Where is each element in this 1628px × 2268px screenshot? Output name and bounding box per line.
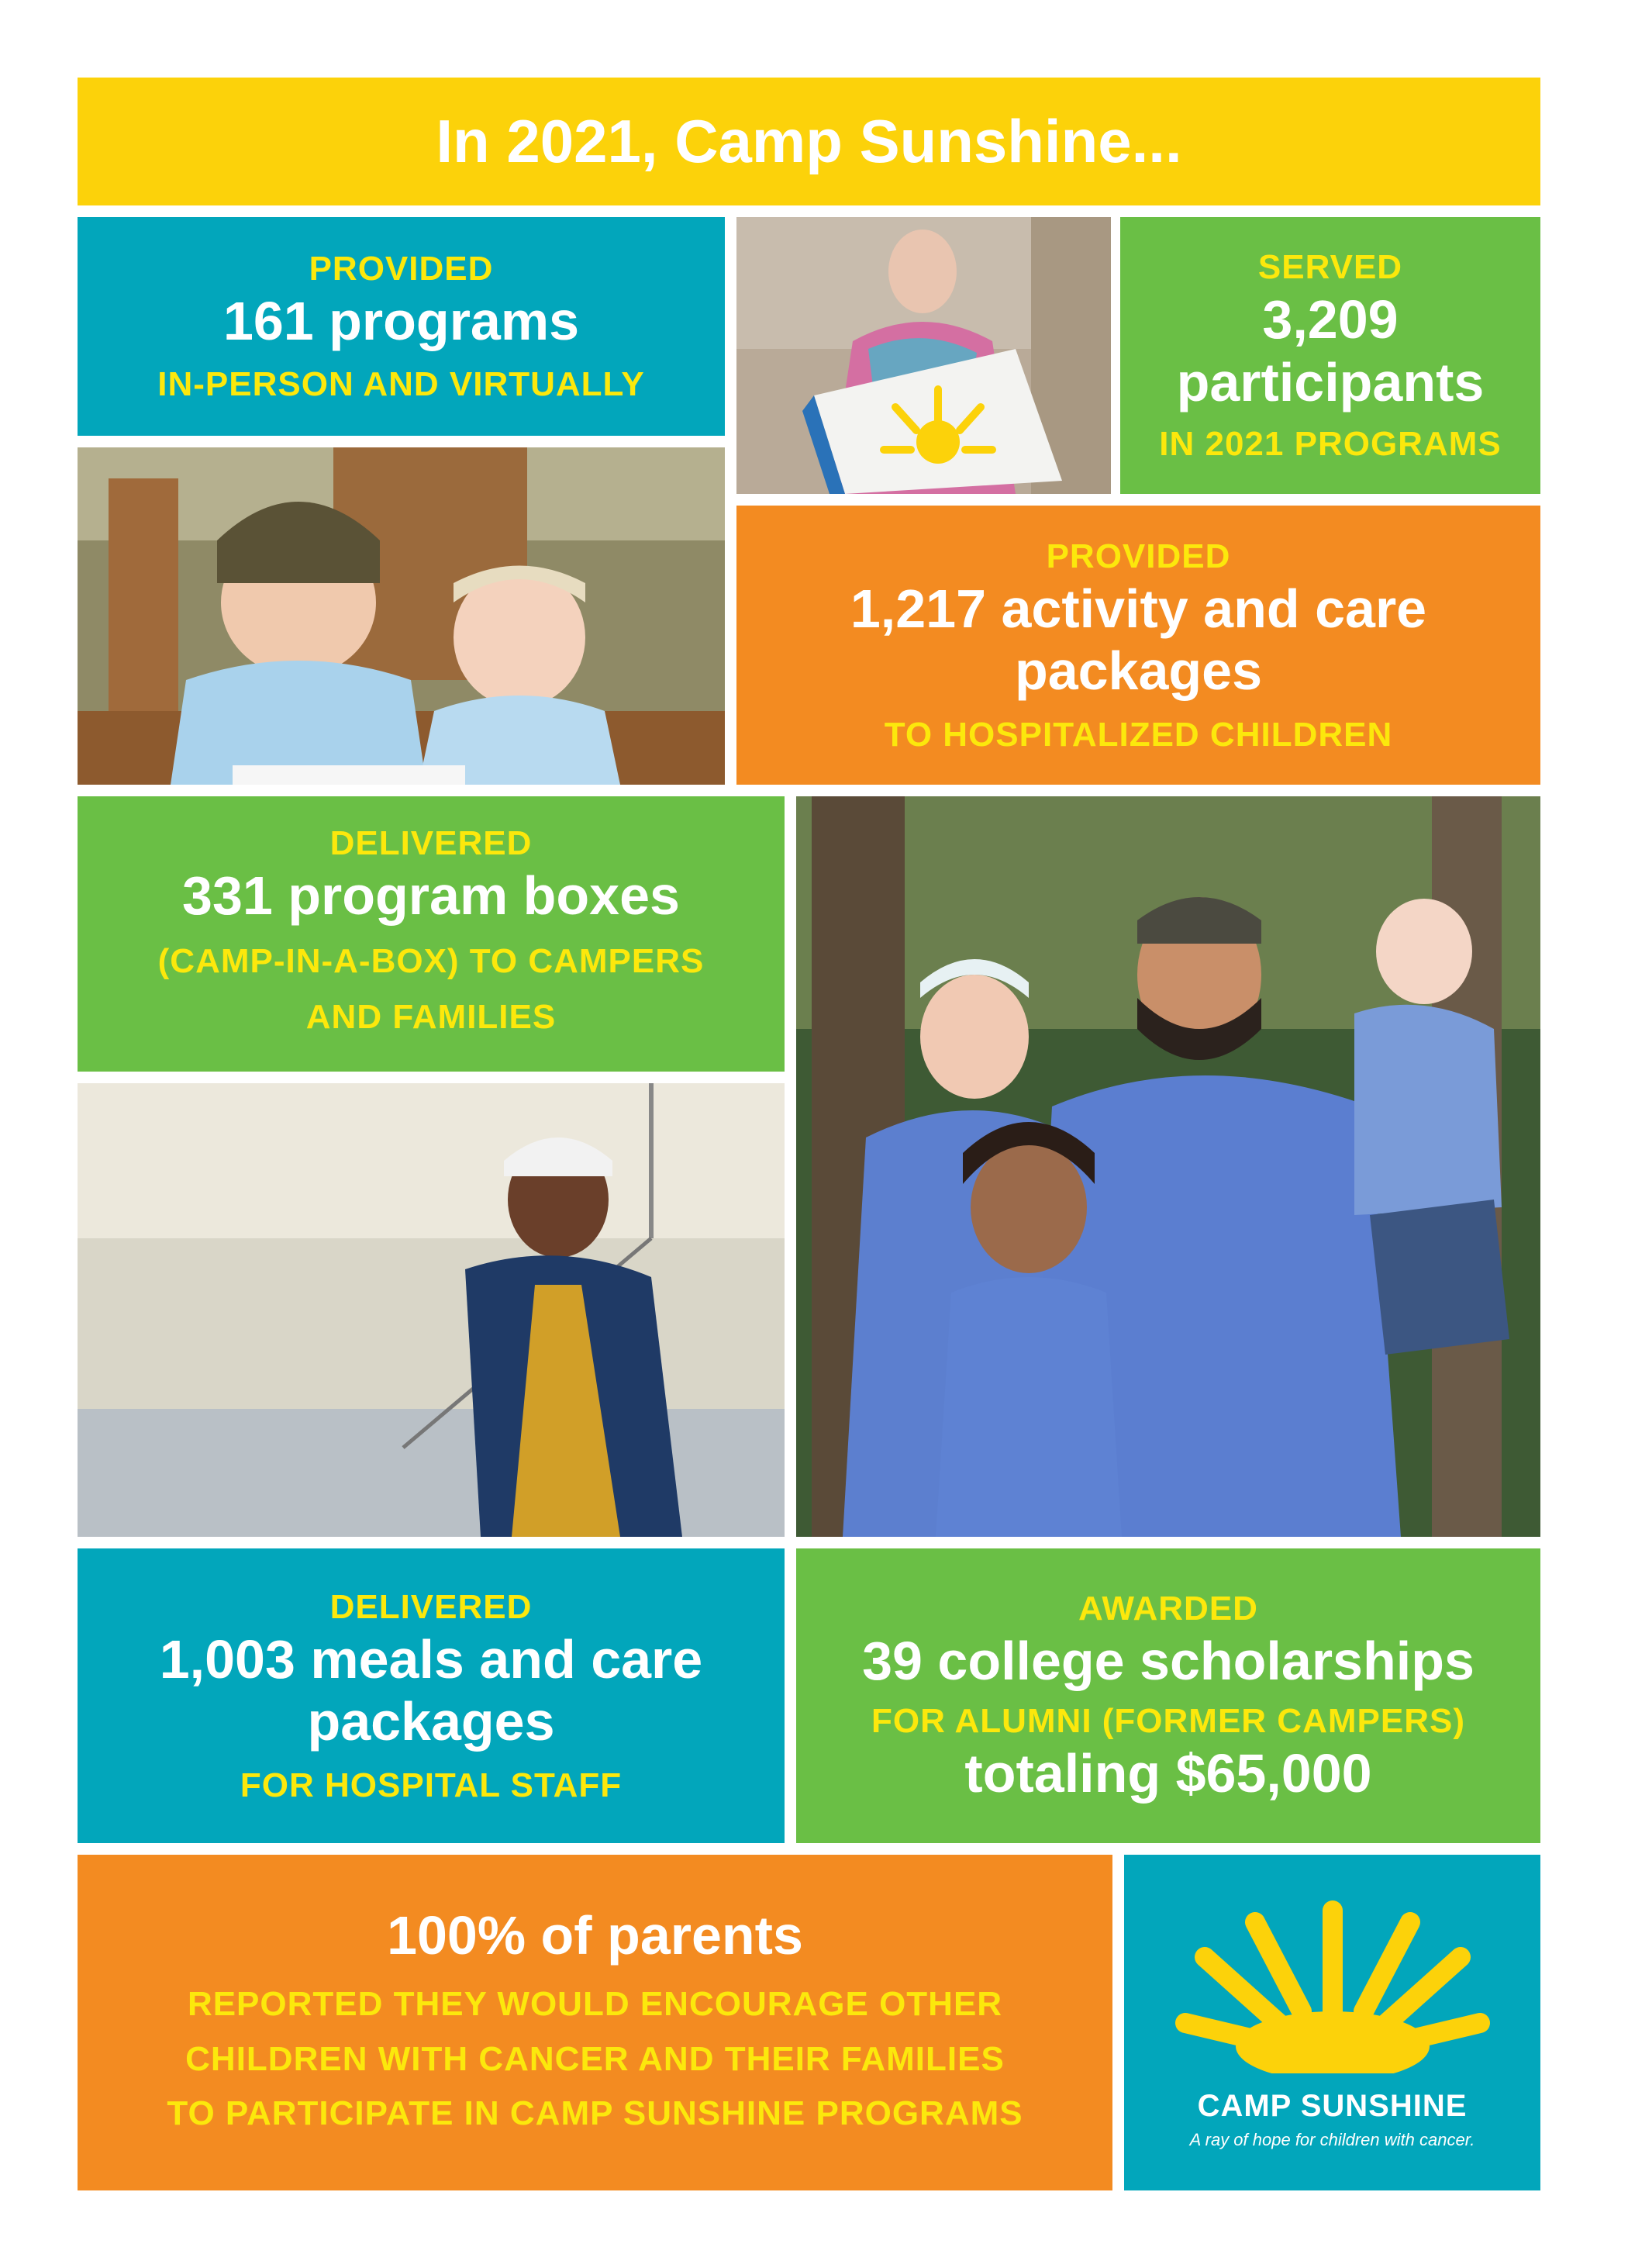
stat-detail: (CAMP-IN-A-BOX) TO CAMPERS: [157, 941, 705, 980]
stat-parents: [78, 1855, 1112, 2190]
page-title: In 2021, Camp Sunshine...: [436, 107, 1182, 175]
stat-kicker: AWARDED: [1078, 1589, 1258, 1628]
logo-name: CAMP SUNSHINE: [1197, 2089, 1468, 2123]
stat-kicker: SERVED: [1257, 248, 1403, 286]
stat-scholarships: [796, 1548, 1540, 1843]
stat-value: 1,003 meals and care: [159, 1628, 703, 1690]
stat-kicker: PROVIDED: [1046, 537, 1231, 575]
stat-detail: IN-PERSON AND VIRTUALLY: [157, 365, 645, 404]
stat-value: 3,209: [1262, 289, 1399, 350]
stat-value: packages: [1014, 640, 1263, 701]
stat-detail: FOR HOSPITAL STAFF: [240, 1766, 623, 1804]
zipline-girl-photo: [78, 1083, 785, 1537]
family-photo: [796, 796, 1540, 1537]
stat-participants: [1120, 217, 1540, 494]
stat-kicker: DELIVERED: [329, 824, 533, 863]
header-banner: [78, 78, 1540, 205]
stat-value: 1,217 activity and care: [850, 578, 1427, 639]
stat-detail: FOR ALUMNI (FORMER CAMPERS): [871, 1702, 1465, 1740]
stat-detail: CHILDREN WITH CANCER AND THEIR FAMILIES: [185, 2039, 1005, 2078]
stat-value: packages: [307, 1691, 555, 1752]
stat-detail: TO HOSPITALIZED CHILDREN: [884, 715, 1393, 754]
stat-extra: totaling $65,000: [964, 1743, 1372, 1804]
stat-value: 161 programs: [222, 290, 580, 351]
stat-program-boxes: [78, 796, 785, 1072]
logo-tile: [1124, 1855, 1540, 2190]
stat-detail: AND FAMILIES: [305, 998, 557, 1037]
stat-detail: IN 2021 PROGRAMS: [1159, 425, 1502, 463]
stat-kicker: PROVIDED: [309, 249, 494, 288]
stat-meals: [78, 1548, 785, 1843]
child-holding-box-photo: [736, 217, 1111, 494]
sun-logo-icon: [1162, 1895, 1503, 2073]
stat-value: participants: [1176, 351, 1485, 413]
stat-activity-packages: [736, 506, 1540, 785]
stat-value: 39 college scholarships: [862, 1630, 1475, 1691]
stat-detail: TO PARTICIPATE IN CAMP SUNSHINE PROGRAMS: [167, 2094, 1023, 2132]
stat-value: 100% of parents: [387, 1904, 803, 1966]
two-boys-photo: [78, 447, 725, 785]
stat-value: 331 program boxes: [182, 865, 680, 927]
logo-tagline: A ray of hope for children with cancer.: [1189, 2130, 1475, 2149]
stat-kicker: DELIVERED: [329, 1587, 533, 1626]
stat-programs: [78, 217, 725, 436]
stat-detail: REPORTED THEY WOULD ENCOURAGE OTHER: [187, 1985, 1003, 2024]
